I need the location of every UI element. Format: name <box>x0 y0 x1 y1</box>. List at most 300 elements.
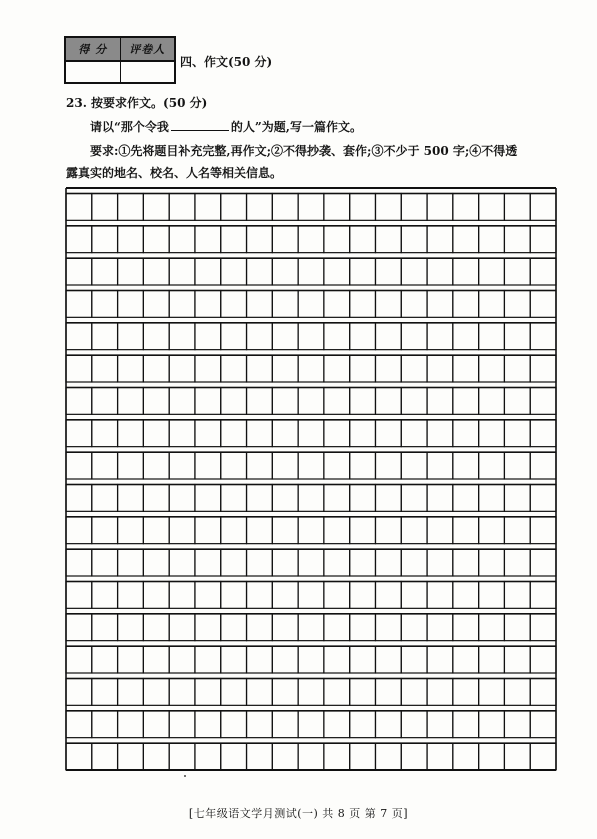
grid-cell[interactable] <box>453 291 479 318</box>
grid-cell[interactable] <box>195 517 221 544</box>
grid-cell[interactable] <box>221 517 247 544</box>
grid-cell[interactable] <box>92 420 118 447</box>
grid-row[interactable] <box>66 194 556 221</box>
grid-cell[interactable] <box>530 226 556 253</box>
grid-cell[interactable] <box>169 323 195 350</box>
grid-cell[interactable] <box>298 291 324 318</box>
grid-cell[interactable] <box>401 452 427 479</box>
grid-cell[interactable] <box>221 452 247 479</box>
grid-cell[interactable] <box>324 517 350 544</box>
grid-cell[interactable] <box>143 646 169 673</box>
grid-cell[interactable] <box>530 420 556 447</box>
grid-cell[interactable] <box>66 355 92 382</box>
grid-cell[interactable] <box>195 679 221 706</box>
grid-cell[interactable] <box>92 291 118 318</box>
grid-cell[interactable] <box>479 194 505 221</box>
grid-cell[interactable] <box>375 355 401 382</box>
grid-cell[interactable] <box>427 355 453 382</box>
grid-cell[interactable] <box>427 711 453 738</box>
grid-row[interactable] <box>66 258 556 285</box>
grid-cell[interactable] <box>479 258 505 285</box>
grid-row[interactable] <box>66 452 556 479</box>
grid-cell[interactable] <box>427 614 453 641</box>
grid-cell[interactable] <box>143 420 169 447</box>
grid-cell[interactable] <box>479 743 505 770</box>
grid-cell[interactable] <box>92 646 118 673</box>
grid-row[interactable] <box>66 711 556 738</box>
grid-cell[interactable] <box>143 582 169 609</box>
grid-cell[interactable] <box>324 194 350 221</box>
grid-cell[interactable] <box>118 388 144 415</box>
grid-cell[interactable] <box>221 355 247 382</box>
grid-cell[interactable] <box>272 549 298 576</box>
grid-cell[interactable] <box>118 517 144 544</box>
grid-cell[interactable] <box>324 258 350 285</box>
grid-cell[interactable] <box>504 258 530 285</box>
grid-cell[interactable] <box>143 711 169 738</box>
grid-cell[interactable] <box>118 226 144 253</box>
grid-cell[interactable] <box>350 452 376 479</box>
grid-cell[interactable] <box>169 258 195 285</box>
grid-cell[interactable] <box>247 582 273 609</box>
grid-cell[interactable] <box>118 485 144 512</box>
grid-cell[interactable] <box>324 679 350 706</box>
grid-cell[interactable] <box>375 646 401 673</box>
grid-cell[interactable] <box>324 323 350 350</box>
grid-cell[interactable] <box>427 194 453 221</box>
grid-cell[interactable] <box>92 485 118 512</box>
grid-cell[interactable] <box>118 452 144 479</box>
grid-cell[interactable] <box>247 258 273 285</box>
grid-cell[interactable] <box>66 291 92 318</box>
grid-cell[interactable] <box>298 679 324 706</box>
grid-cell[interactable] <box>427 258 453 285</box>
grid-cell[interactable] <box>298 743 324 770</box>
grid-cell[interactable] <box>350 711 376 738</box>
grid-cell[interactable] <box>350 679 376 706</box>
grid-cell[interactable] <box>453 646 479 673</box>
grid-cell[interactable] <box>504 452 530 479</box>
grid-cell[interactable] <box>143 517 169 544</box>
grid-cell[interactable] <box>169 517 195 544</box>
grid-cell[interactable] <box>247 355 273 382</box>
grid-cell[interactable] <box>350 485 376 512</box>
grid-cell[interactable] <box>272 323 298 350</box>
grid-cell[interactable] <box>324 291 350 318</box>
grid-cell[interactable] <box>195 323 221 350</box>
grid-cell[interactable] <box>66 485 92 512</box>
grid-cell[interactable] <box>247 711 273 738</box>
grid-cell[interactable] <box>195 291 221 318</box>
grid-cell[interactable] <box>92 452 118 479</box>
grid-cell[interactable] <box>530 485 556 512</box>
grid-cell[interactable] <box>427 323 453 350</box>
grid-cell[interactable] <box>143 485 169 512</box>
grid-cell[interactable] <box>66 614 92 641</box>
grid-cell[interactable] <box>169 420 195 447</box>
grid-cell[interactable] <box>66 452 92 479</box>
grid-cell[interactable] <box>350 646 376 673</box>
grid-cell[interactable] <box>530 582 556 609</box>
grid-row[interactable] <box>66 517 556 544</box>
grid-cell[interactable] <box>92 355 118 382</box>
grid-cell[interactable] <box>530 614 556 641</box>
grid-cell[interactable] <box>453 323 479 350</box>
grid-cell[interactable] <box>427 388 453 415</box>
grid-cell[interactable] <box>504 711 530 738</box>
grid-cell[interactable] <box>195 711 221 738</box>
grid-cell[interactable] <box>504 420 530 447</box>
grid-cell[interactable] <box>530 517 556 544</box>
grid-cell[interactable] <box>453 614 479 641</box>
grid-cell[interactable] <box>272 258 298 285</box>
grid-cell[interactable] <box>453 743 479 770</box>
grid-cell[interactable] <box>169 355 195 382</box>
grid-cell[interactable] <box>401 323 427 350</box>
grid-cell[interactable] <box>143 549 169 576</box>
grid-cell[interactable] <box>504 485 530 512</box>
grid-cell[interactable] <box>92 679 118 706</box>
grid-cell[interactable] <box>92 388 118 415</box>
grid-cell[interactable] <box>375 711 401 738</box>
grid-cell[interactable] <box>298 420 324 447</box>
grid-row[interactable] <box>66 388 556 415</box>
grid-cell[interactable] <box>298 517 324 544</box>
grid-cell[interactable] <box>350 291 376 318</box>
grid-cell[interactable] <box>143 291 169 318</box>
grid-cell[interactable] <box>66 743 92 770</box>
grid-cell[interactable] <box>530 194 556 221</box>
grid-cell[interactable] <box>66 194 92 221</box>
grid-cell[interactable] <box>221 646 247 673</box>
grid-cell[interactable] <box>221 711 247 738</box>
grid-cell[interactable] <box>143 743 169 770</box>
grid-cell[interactable] <box>66 388 92 415</box>
grid-cell[interactable] <box>375 323 401 350</box>
grid-cell[interactable] <box>169 388 195 415</box>
grid-cell[interactable] <box>350 614 376 641</box>
grid-cell[interactable] <box>143 388 169 415</box>
grid-cell[interactable] <box>504 679 530 706</box>
grid-cell[interactable] <box>221 582 247 609</box>
grid-cell[interactable] <box>504 614 530 641</box>
grid-cell[interactable] <box>195 743 221 770</box>
grid-cell[interactable] <box>350 323 376 350</box>
grid-cell[interactable] <box>221 549 247 576</box>
grid-cell[interactable] <box>324 582 350 609</box>
grid-cell[interactable] <box>118 743 144 770</box>
grid-cell[interactable] <box>427 452 453 479</box>
grid-cell[interactable] <box>375 226 401 253</box>
grid-cell[interactable] <box>375 743 401 770</box>
grid-cell[interactable] <box>453 517 479 544</box>
grid-cell[interactable] <box>401 226 427 253</box>
grid-cell[interactable] <box>324 614 350 641</box>
grid-cell[interactable] <box>169 485 195 512</box>
grid-cell[interactable] <box>453 388 479 415</box>
grid-row[interactable] <box>66 582 556 609</box>
grid-cell[interactable] <box>221 743 247 770</box>
grid-cell[interactable] <box>247 226 273 253</box>
grid-cell[interactable] <box>479 517 505 544</box>
grid-cell[interactable] <box>375 517 401 544</box>
grid-cell[interactable] <box>143 452 169 479</box>
grid-cell[interactable] <box>324 355 350 382</box>
grid-cell[interactable] <box>427 420 453 447</box>
grid-cell[interactable] <box>169 711 195 738</box>
grid-cell[interactable] <box>195 614 221 641</box>
grid-cell[interactable] <box>221 194 247 221</box>
grid-cell[interactable] <box>118 323 144 350</box>
grid-cell[interactable] <box>66 517 92 544</box>
grid-cell[interactable] <box>298 452 324 479</box>
grid-row[interactable] <box>66 323 556 350</box>
grid-row[interactable] <box>66 679 556 706</box>
grid-cell[interactable] <box>66 420 92 447</box>
grid-cell[interactable] <box>530 711 556 738</box>
grid-cell[interactable] <box>504 226 530 253</box>
grid-cell[interactable] <box>221 258 247 285</box>
grid-cell[interactable] <box>66 258 92 285</box>
grid-cell[interactable] <box>92 517 118 544</box>
grid-cell[interactable] <box>195 194 221 221</box>
grid-row[interactable] <box>66 420 556 447</box>
grid-cell[interactable] <box>143 679 169 706</box>
grid-cell[interactable] <box>453 711 479 738</box>
grid-row[interactable] <box>66 485 556 512</box>
grid-cell[interactable] <box>530 291 556 318</box>
grid-cell[interactable] <box>479 388 505 415</box>
grid-cell[interactable] <box>66 549 92 576</box>
grid-cell[interactable] <box>66 323 92 350</box>
grid-cell[interactable] <box>504 582 530 609</box>
grid-cell[interactable] <box>504 743 530 770</box>
grid-cell[interactable] <box>247 679 273 706</box>
grid-cell[interactable] <box>324 646 350 673</box>
grid-cell[interactable] <box>530 388 556 415</box>
grid-cell[interactable] <box>401 258 427 285</box>
grid-cell[interactable] <box>401 549 427 576</box>
grid-cell[interactable] <box>479 323 505 350</box>
grid-cell[interactable] <box>272 517 298 544</box>
grid-cell[interactable] <box>221 291 247 318</box>
grid-cell[interactable] <box>427 226 453 253</box>
grid-cell[interactable] <box>118 582 144 609</box>
grid-row[interactable] <box>66 355 556 382</box>
grid-cell[interactable] <box>272 711 298 738</box>
grid-cell[interactable] <box>453 258 479 285</box>
grid-cell[interactable] <box>504 355 530 382</box>
grid-cell[interactable] <box>169 226 195 253</box>
grid-cell[interactable] <box>169 582 195 609</box>
grid-cell[interactable] <box>272 614 298 641</box>
grid-cell[interactable] <box>298 388 324 415</box>
grid-cell[interactable] <box>530 323 556 350</box>
grid-cell[interactable] <box>195 485 221 512</box>
grid-cell[interactable] <box>272 194 298 221</box>
grid-cell[interactable] <box>195 452 221 479</box>
grid-cell[interactable] <box>479 420 505 447</box>
grid-cell[interactable] <box>504 549 530 576</box>
grid-cell[interactable] <box>375 258 401 285</box>
grid-cell[interactable] <box>66 226 92 253</box>
grid-cell[interactable] <box>530 646 556 673</box>
grid-cell[interactable] <box>169 452 195 479</box>
grid-row[interactable] <box>66 646 556 673</box>
grid-cell[interactable] <box>375 614 401 641</box>
grid-cell[interactable] <box>169 291 195 318</box>
grid-cell[interactable] <box>401 646 427 673</box>
grid-cell[interactable] <box>195 388 221 415</box>
grid-cell[interactable] <box>479 452 505 479</box>
grid-cell[interactable] <box>143 194 169 221</box>
grid-cell[interactable] <box>401 420 427 447</box>
grid-cell[interactable] <box>118 679 144 706</box>
grid-cell[interactable] <box>143 226 169 253</box>
grid-cell[interactable] <box>221 323 247 350</box>
grid-cell[interactable] <box>272 582 298 609</box>
grid-cell[interactable] <box>401 388 427 415</box>
grid-cell[interactable] <box>143 355 169 382</box>
grid-cell[interactable] <box>298 355 324 382</box>
grid-cell[interactable] <box>375 291 401 318</box>
grid-cell[interactable] <box>324 452 350 479</box>
grid-cell[interactable] <box>504 291 530 318</box>
grid-cell[interactable] <box>92 614 118 641</box>
grid-cell[interactable] <box>298 323 324 350</box>
grid-cell[interactable] <box>118 258 144 285</box>
grid-cell[interactable] <box>298 226 324 253</box>
grid-cell[interactable] <box>143 323 169 350</box>
grid-cell[interactable] <box>375 452 401 479</box>
grid-cell[interactable] <box>143 258 169 285</box>
grid-cell[interactable] <box>118 549 144 576</box>
grid-cell[interactable] <box>453 355 479 382</box>
grid-cell[interactable] <box>479 711 505 738</box>
grid-cell[interactable] <box>324 743 350 770</box>
grid-cell[interactable] <box>453 194 479 221</box>
grid-cell[interactable] <box>169 679 195 706</box>
grid-cell[interactable] <box>247 485 273 512</box>
grid-cell[interactable] <box>92 323 118 350</box>
grid-cell[interactable] <box>298 485 324 512</box>
grid-cell[interactable] <box>169 646 195 673</box>
grid-cell[interactable] <box>350 388 376 415</box>
grid-cell[interactable] <box>453 549 479 576</box>
grid-cell[interactable] <box>272 388 298 415</box>
grid-cell[interactable] <box>118 420 144 447</box>
grid-cell[interactable] <box>118 646 144 673</box>
grid-cell[interactable] <box>169 194 195 221</box>
grid-cell[interactable] <box>479 646 505 673</box>
grid-cell[interactable] <box>92 582 118 609</box>
grid-cell[interactable] <box>247 194 273 221</box>
grid-cell[interactable] <box>272 355 298 382</box>
grid-cell[interactable] <box>195 355 221 382</box>
grid-cell[interactable] <box>427 485 453 512</box>
grid-cell[interactable] <box>427 743 453 770</box>
grid-cell[interactable] <box>66 646 92 673</box>
grid-cell[interactable] <box>401 485 427 512</box>
grid-cell[interactable] <box>118 194 144 221</box>
grid-cell[interactable] <box>453 226 479 253</box>
grid-cell[interactable] <box>350 582 376 609</box>
grid-cell[interactable] <box>504 194 530 221</box>
grid-cell[interactable] <box>401 517 427 544</box>
grid-cell[interactable] <box>169 549 195 576</box>
grid-cell[interactable] <box>401 355 427 382</box>
grid-cell[interactable] <box>169 743 195 770</box>
grid-cell[interactable] <box>298 646 324 673</box>
grid-cell[interactable] <box>453 452 479 479</box>
grid-cell[interactable] <box>66 582 92 609</box>
grid-cell[interactable] <box>247 323 273 350</box>
grid-cell[interactable] <box>350 226 376 253</box>
grid-cell[interactable] <box>479 485 505 512</box>
grid-cell[interactable] <box>272 226 298 253</box>
grid-cell[interactable] <box>221 614 247 641</box>
grid-cell[interactable] <box>272 679 298 706</box>
grid-cell[interactable] <box>530 743 556 770</box>
grid-row[interactable] <box>66 614 556 641</box>
grid-cell[interactable] <box>401 291 427 318</box>
grid-cell[interactable] <box>118 614 144 641</box>
grid-cell[interactable] <box>298 614 324 641</box>
grid-cell[interactable] <box>92 711 118 738</box>
grid-cell[interactable] <box>350 549 376 576</box>
grid-cell[interactable] <box>375 420 401 447</box>
grid-cell[interactable] <box>247 646 273 673</box>
grid-cell[interactable] <box>530 679 556 706</box>
grid-cell[interactable] <box>247 743 273 770</box>
grid-cell[interactable] <box>195 549 221 576</box>
grid-cell[interactable] <box>66 711 92 738</box>
grid-cell[interactable] <box>350 420 376 447</box>
grid-cell[interactable] <box>247 388 273 415</box>
grid-cell[interactable] <box>350 258 376 285</box>
grid-cell[interactable] <box>427 679 453 706</box>
grid-cell[interactable] <box>453 420 479 447</box>
grid-cell[interactable] <box>247 549 273 576</box>
grid-cell[interactable] <box>247 420 273 447</box>
grid-cell[interactable] <box>479 614 505 641</box>
grid-cell[interactable] <box>272 646 298 673</box>
grid-cell[interactable] <box>195 646 221 673</box>
grid-cell[interactable] <box>479 355 505 382</box>
grid-cell[interactable] <box>401 614 427 641</box>
grid-cell[interactable] <box>479 582 505 609</box>
grid-cell[interactable] <box>66 679 92 706</box>
grid-cell[interactable] <box>530 258 556 285</box>
grid-cell[interactable] <box>118 355 144 382</box>
grid-row[interactable] <box>66 743 556 770</box>
grid-cell[interactable] <box>375 485 401 512</box>
grid-cell[interactable] <box>375 582 401 609</box>
grid-cell[interactable] <box>92 549 118 576</box>
grid-row[interactable] <box>66 226 556 253</box>
grid-cell[interactable] <box>479 549 505 576</box>
grid-cell[interactable] <box>453 679 479 706</box>
grid-cell[interactable] <box>272 485 298 512</box>
grid-cell[interactable] <box>247 291 273 318</box>
grid-cell[interactable] <box>92 743 118 770</box>
grid-cell[interactable] <box>504 646 530 673</box>
grid-cell[interactable] <box>375 194 401 221</box>
grid-cell[interactable] <box>324 711 350 738</box>
grid-cell[interactable] <box>272 291 298 318</box>
grid-cell[interactable] <box>504 323 530 350</box>
grid-cell[interactable] <box>298 711 324 738</box>
